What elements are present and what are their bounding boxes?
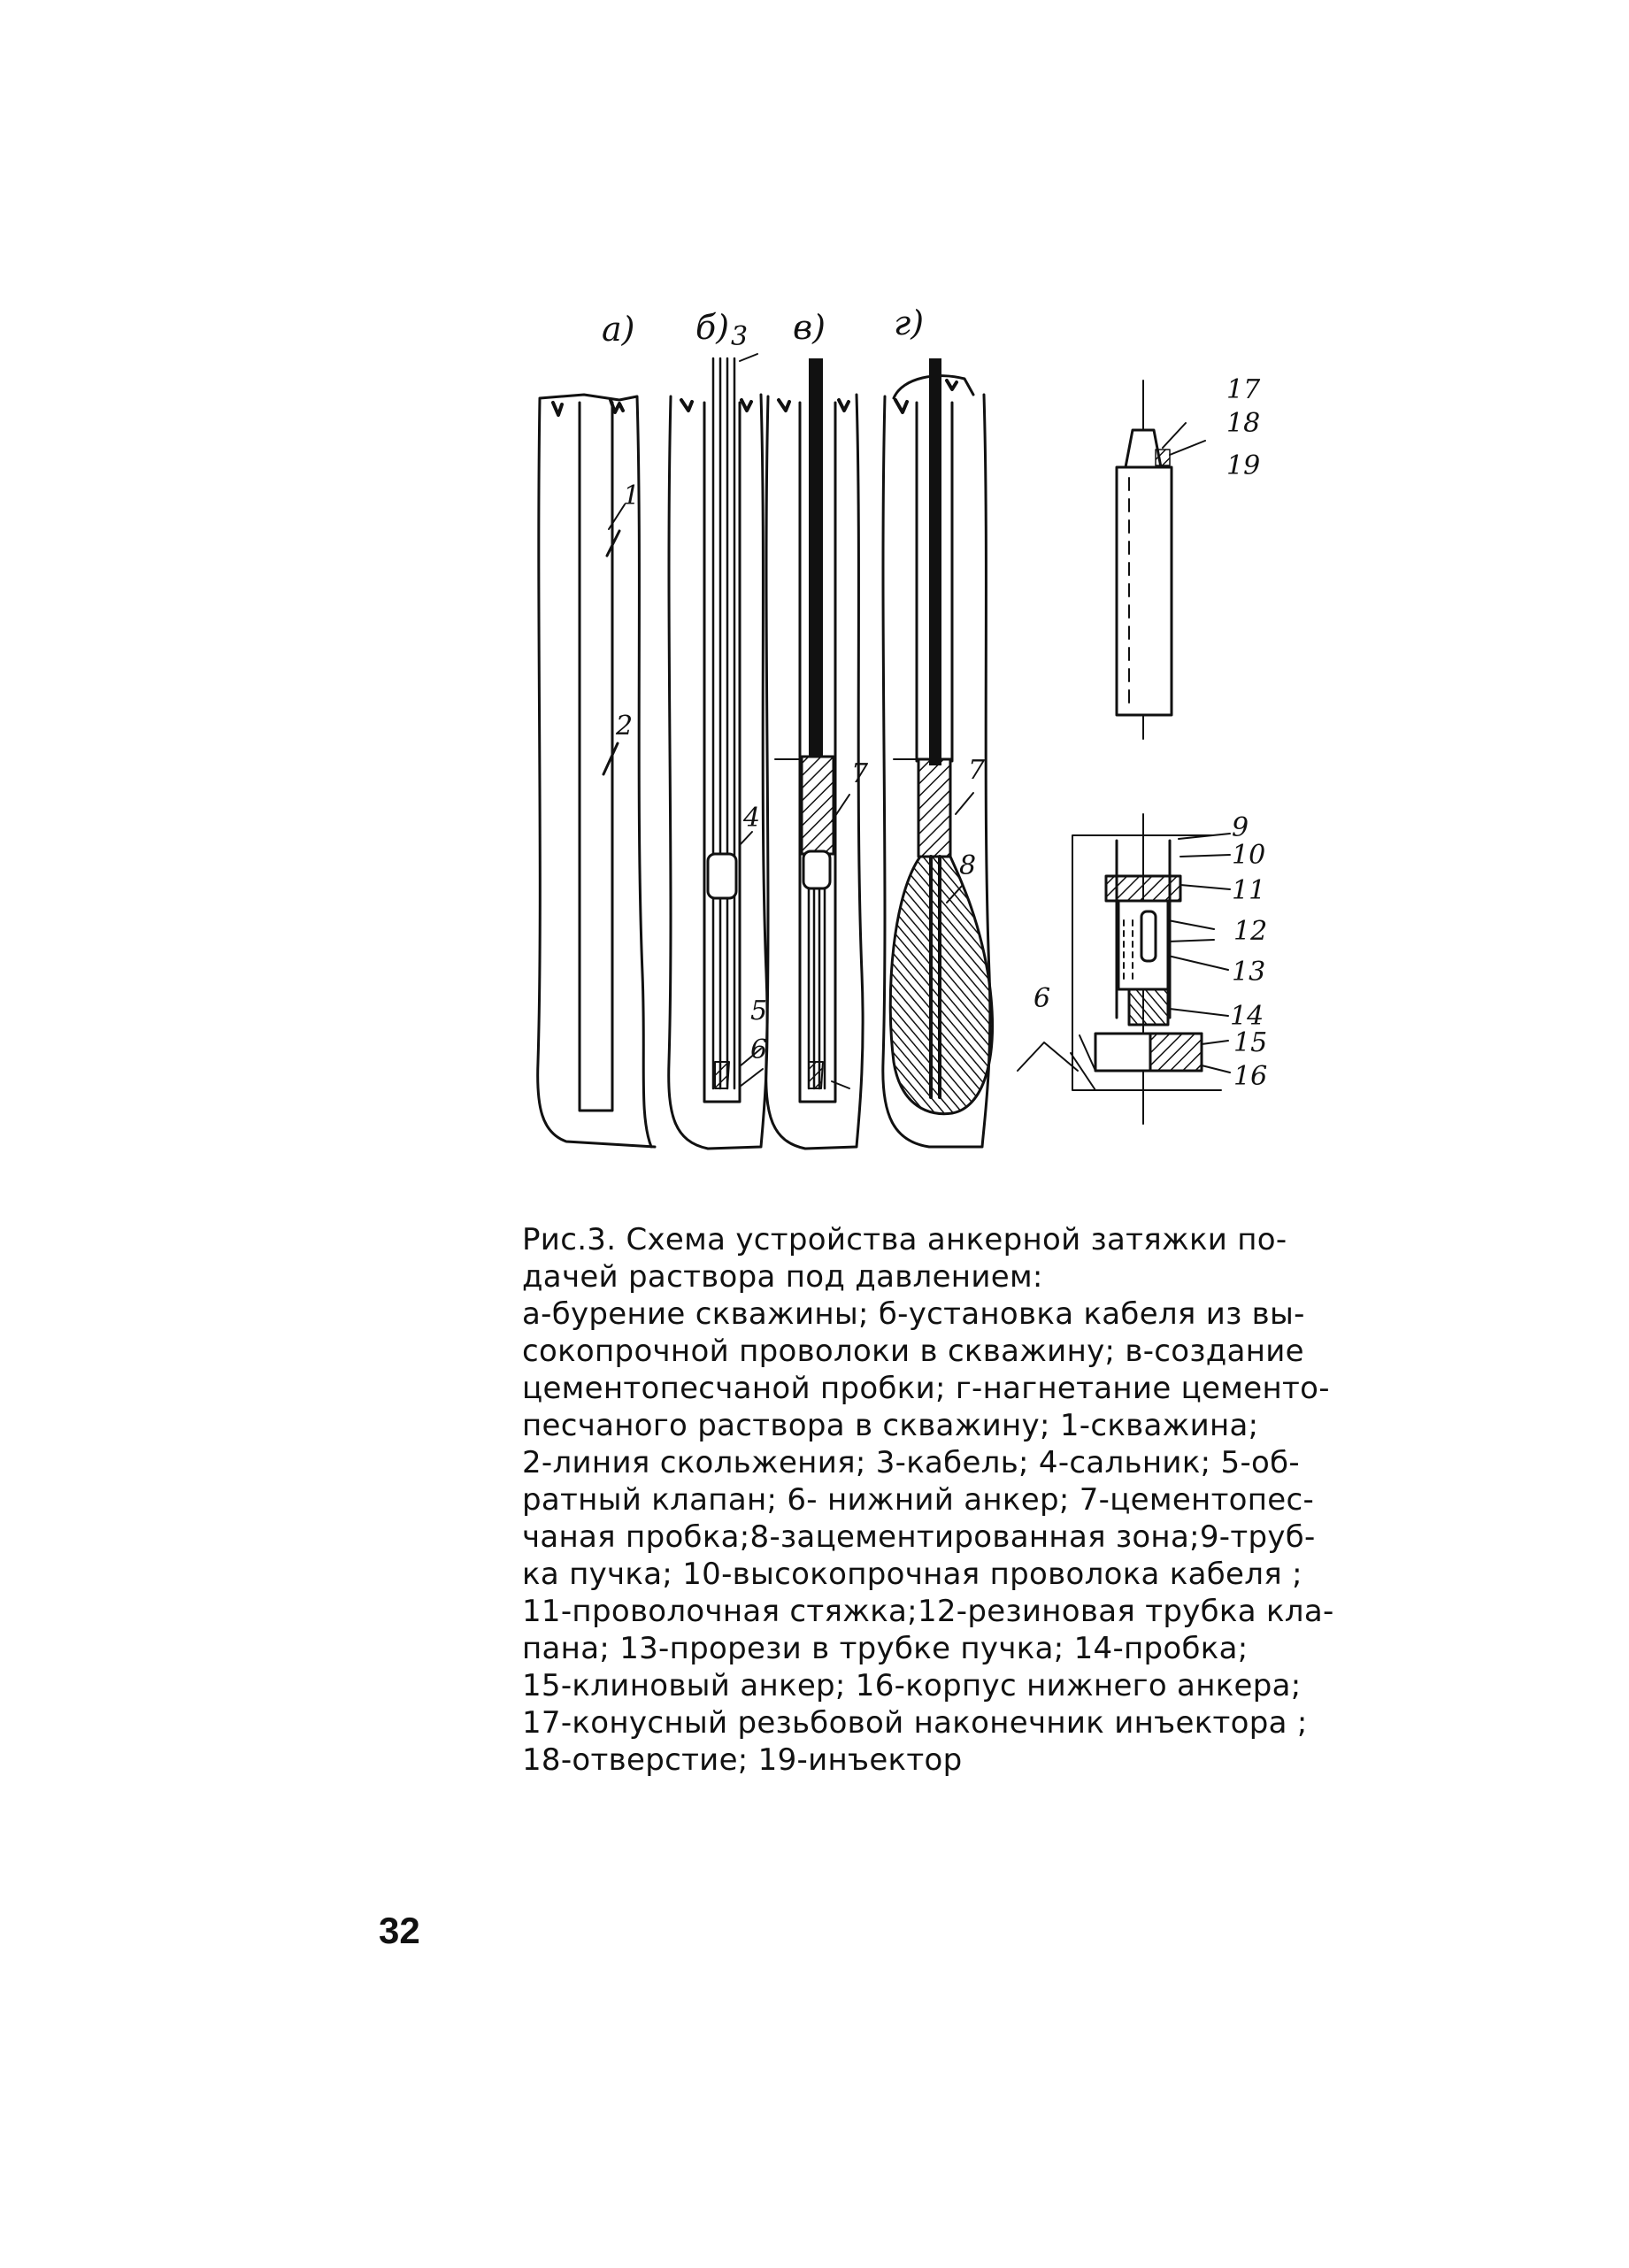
callout-16: 16 xyxy=(1233,1061,1268,1092)
panel-b-cable-installation xyxy=(669,358,767,1149)
caption-line: а-бурение скважины; б-установка кабеля из вы- xyxy=(522,1296,1305,1332)
panel-c-cable xyxy=(809,358,823,757)
caption-line: Рис.3. Схема устройства анкерной затяжки по- xyxy=(522,1222,1287,1257)
caption-line: 17-конусный резьбовой наконечник инъектора ; xyxy=(522,1705,1308,1741)
callout-12: 12 xyxy=(1233,916,1268,947)
figure-caption xyxy=(522,1221,1363,1779)
callout-9: 9 xyxy=(1232,812,1249,843)
caption-line: цементопесчаной пробки; г-нагнетание цементо- xyxy=(522,1371,1330,1406)
panel-c-gland xyxy=(803,851,830,888)
callout-8: 8 xyxy=(959,850,977,881)
callout-3: 3 xyxy=(731,321,749,352)
panel-b-bottom-anchor xyxy=(715,1062,729,1088)
callout-leaders xyxy=(609,354,1078,1088)
caption-line: 2-линия скольжения; 3-кабель; 4-сальник; 5-об- xyxy=(522,1445,1300,1480)
injector-detail xyxy=(1117,381,1205,739)
callout-2: 2 xyxy=(616,711,634,742)
caption-line: 18-отверстие; 19-инъектор xyxy=(522,1742,963,1778)
bottom-anchor-detail xyxy=(1071,814,1230,1124)
callout-15: 15 xyxy=(1233,1027,1268,1058)
caption-line: пана; 13-прорези в трубке пучка; 14-пробка; xyxy=(522,1631,1249,1666)
callout-6-c: 6 xyxy=(1033,983,1051,1014)
injector-hole xyxy=(1156,450,1170,465)
caption-line: ратный клапан; 6- нижний анкер; 7-цементопес- xyxy=(522,1482,1315,1518)
panel-label-a: а) xyxy=(602,310,635,349)
panel-d-cable xyxy=(929,358,941,765)
panel-label-v: в) xyxy=(793,308,826,347)
callout-5: 5 xyxy=(750,996,768,1026)
callout-18: 18 xyxy=(1226,408,1261,439)
panel-c-plug-creation xyxy=(766,358,863,1149)
callout-1: 1 xyxy=(623,481,641,511)
caption-line: сокопрочной проволоки в скважину; в-создание xyxy=(522,1334,1304,1369)
callout-4: 4 xyxy=(743,803,761,834)
panel-label-b: б) xyxy=(695,308,730,347)
wire-tie-top xyxy=(1106,876,1180,901)
callout-7-c: 7 xyxy=(851,758,869,789)
callout-13: 13 xyxy=(1232,957,1266,988)
callout-19: 19 xyxy=(1226,450,1261,481)
caption-line: дачей раствора под давлением: xyxy=(522,1259,1043,1295)
panel-label-g: г) xyxy=(894,304,925,342)
cement-sand-plug xyxy=(802,757,834,854)
callout-7-d: 7 xyxy=(968,755,986,786)
borehole-wall xyxy=(580,403,612,1111)
plug-14 xyxy=(1129,989,1168,1025)
callout-11: 11 xyxy=(1232,875,1266,906)
callout-10: 10 xyxy=(1232,840,1266,871)
panel-d-grout-injection xyxy=(883,358,993,1147)
cable-wires xyxy=(713,358,734,1088)
panel-d-plug xyxy=(918,759,950,857)
callout-6-b: 6 xyxy=(750,1034,768,1065)
page-number: 32 xyxy=(379,1910,420,1951)
caption-line: чаная пробка;8-зацементированная зона;9-труб- xyxy=(522,1519,1316,1555)
tube-slot xyxy=(1141,911,1156,961)
injector-body xyxy=(1117,467,1172,715)
caption-line: ка пучка; 10-высокопрочная проволока кабеля ; xyxy=(522,1557,1302,1592)
callout-17: 17 xyxy=(1226,374,1261,405)
wedge-anchor-hatch xyxy=(1150,1034,1202,1071)
caption-line: 11-проволочная стяжка;12-резиновая трубка кла- xyxy=(522,1594,1334,1629)
caption-line: песчаного раствора в скважину; 1-скважина; xyxy=(522,1408,1259,1443)
caption-line: 15-клиновый анкер; 16-корпус нижнего анкера; xyxy=(522,1668,1302,1703)
callout-14: 14 xyxy=(1230,1001,1264,1032)
gland xyxy=(708,854,736,898)
